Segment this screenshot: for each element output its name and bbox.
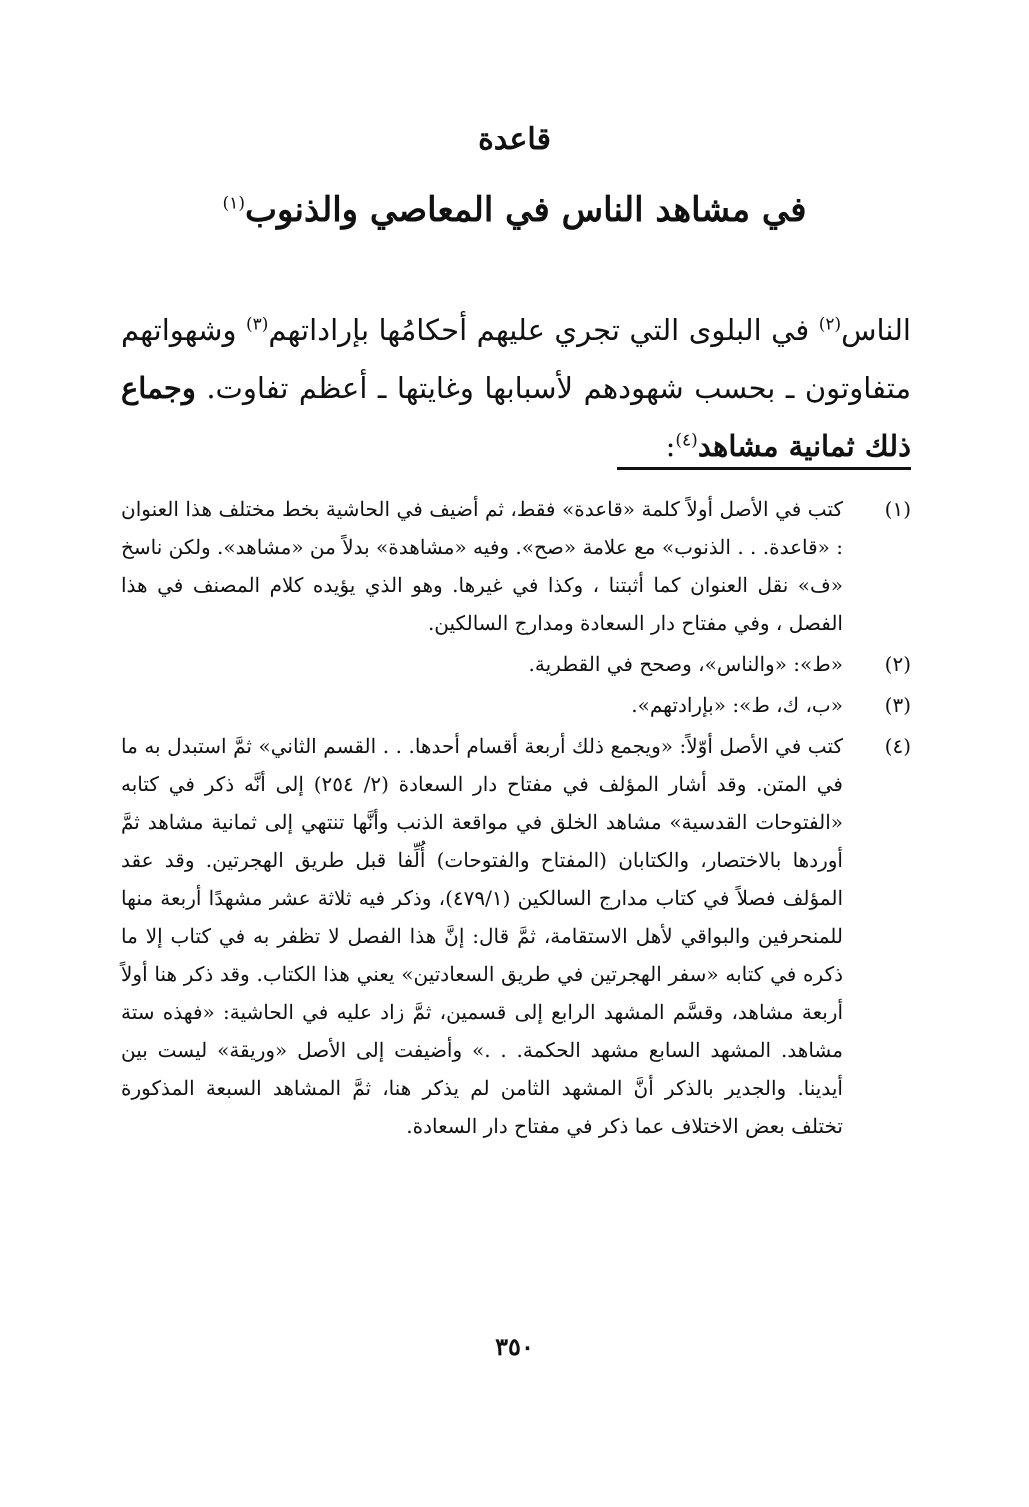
footnote-number: (٣) — [884, 693, 911, 717]
footnote-text: «ب، ك، ط»: «بإرادتهم». — [631, 693, 843, 717]
footnote-text: كتب في الأصل أولاً كلمة «قاعدة» فقط، ثم أضيف في الحاشية بخط مختلف هذا العنوان : «قاعدة. . . الذنوب» مع علامة «صح». وفيه «مشاهدة» بدلاً من «مشاهد». ولكن ناسخ «ف» نقل العنوان كما أثبتنا ، وكذا في غيرها. وهو الذي يؤيده كلام المصنف في هذا الفصل ، وفي مفتاح دار السعادة ومدارج السالكين. — [120, 497, 843, 635]
intro-paragraph — [121, 301, 911, 475]
footnote-ref-2: (٢) — [818, 314, 842, 335]
page-number: ٣٥٠ — [495, 1332, 534, 1361]
footnote-number: (٢) — [884, 652, 911, 676]
footnote — [121, 645, 911, 683]
footnote-text: كتب في الأصل أوّلاً: «ويجمع ذلك أربعة أقسام أحدها. . . القسم الثاني» ثمَّ استبدل به ما في المتن. وقد أشار المؤلف في مفتاح دار السعادة (٢/ ٢٥٤) إلى أنَّه ذكر في كتابه «الفتوحات القدسية» مشاهد الخلق في مواقعة الذنب وأنَّها تنتهي إلى ثمانية مشاهد ثمَّ أوردها بالاختصار، والكتابان (المفتاح والفتوحات) أُلِّفا قبل طريق الهجرتين. وقد عقد المؤلف فصلاً في كتاب مدارج السالكين (٤٧٩/١)، وذكر فيه ثلاثة عشر مشهدًا أربعة منها للمنحرفين والبواقي لأهل الاستقامة، ثمَّ قال: إنَّ هذا الفصل لا تظفر به في كتاب إلا ما ذكره في كتابه «سفر الهجرتين في طريق السعادتين» يعني هذا الكتاب. وقد ذكر هنا أولاً أربعة مشاهد، وقسَّم المشهد الرابع إلى قسمين، ثمَّ زاد عليه في الحاشية: «فهذه ستة مشاهد. المشهد السابع مشهد الحكمة. . .» وأضيفت إلى الأصل «وريقة» ليست بين أيدينا. والجدير بالذكر أنَّ المشهد الثامن لم يذكر هنا، ثمَّ المشاهد السبعة المذكورة تختلف بعض الاختلاف عما ذكر في مفتاح دار السعادة. — [121, 734, 844, 1138]
chapter-title-text: في مشاهد الناس في المعاصي والذنوب — [244, 190, 807, 230]
footnote — [121, 686, 911, 724]
section-kicker: قاعدة — [478, 122, 551, 157]
footnote-ref-1: (١) — [222, 193, 245, 214]
chapter-title — [0, 190, 1029, 230]
intro-text-3: وشهواتهم متفاوتون ـ بحسب شهودهم لأسبابها وغايتها ـ أعظم تفاوت. — [121, 313, 911, 405]
intro-text-2: في البلوى التي تجري عليهم أحكامُها بإراداتهم — [268, 313, 819, 347]
footnote-text: «ط»: «والناس»، وصحح في القطرية. — [528, 652, 843, 676]
footnote-ref-3: (٣) — [245, 314, 269, 335]
footnote-number: (٤) — [884, 734, 911, 758]
footnote-number: (١) — [884, 497, 911, 521]
footnote-ref-4: (٤) — [675, 430, 698, 451]
intro-text-5: : — [665, 429, 676, 463]
intro-text-1: الناس — [841, 313, 911, 347]
footnotes — [121, 490, 911, 1148]
footnote — [121, 727, 911, 1145]
intro-text-4: وجماع ذلك ثمانية مشاهد — [121, 371, 911, 463]
footnote-separator — [617, 467, 911, 470]
footnote — [121, 490, 911, 642]
